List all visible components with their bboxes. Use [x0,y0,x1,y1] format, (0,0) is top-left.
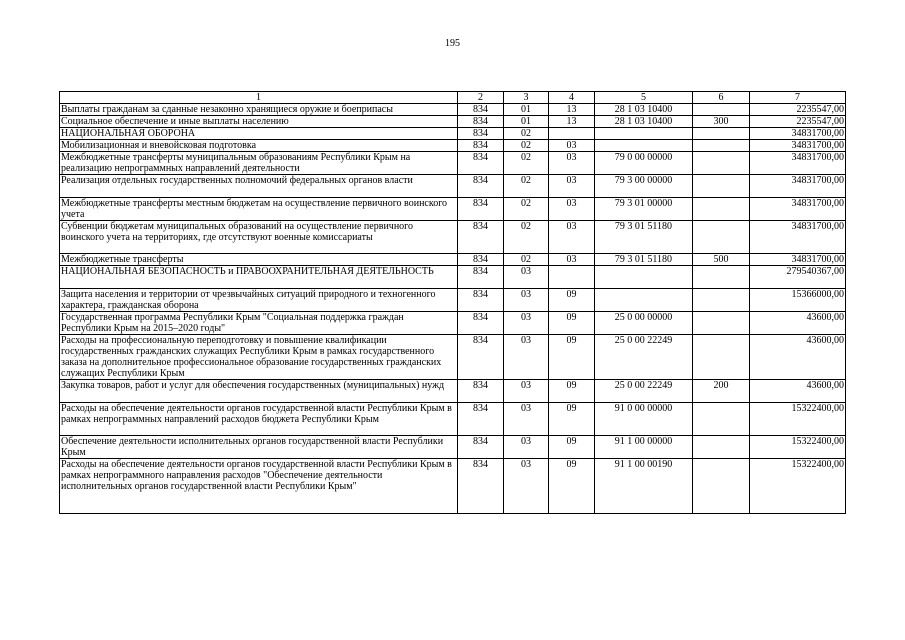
row-section-cell: 03 [504,312,549,335]
table-row [60,104,846,116]
table-row [60,266,846,289]
column-header: 7 [750,92,846,104]
row-amount-cell: 15322400,00 [750,436,846,459]
row-section-cell: 02 [504,175,549,198]
row-target-article-cell: 91 1 00 00190 [595,459,693,514]
row-subsection-cell: 03 [549,254,595,266]
row-section-cell: 03 [504,403,549,436]
row-name-cell: Обеспечение деятельности исполнительных органов государственной власти Республики Крым [60,436,458,459]
row-target-article-cell: 28 1 03 10400 [595,116,693,128]
row-name-cell: Мобилизационная и вневойсковая подготовка [60,140,458,152]
row-target-article-cell: 79 3 01 51180 [595,221,693,254]
row-name-cell: Закупка товаров, работ и услуг для обеспечения государственных (муниципальных) нужд [60,380,458,403]
row-section-cell: 03 [504,335,549,380]
row-subsection-cell: 09 [549,403,595,436]
column-header: 6 [693,92,750,104]
table-row [60,140,846,152]
row-expense-type-cell [693,436,750,459]
row-amount-cell: 34831700,00 [750,140,846,152]
row-expense-type-cell: 300 [693,116,750,128]
row-code-cell: 834 [458,221,504,254]
row-amount-cell: 34831700,00 [750,221,846,254]
row-target-article-cell: 91 0 00 00000 [595,403,693,436]
row-name-cell: Межбюджетные трансферты местным бюджетам на осуществление первичного воинского учета [60,198,458,221]
row-code-cell: 834 [458,254,504,266]
row-target-article-cell [595,289,693,312]
row-subsection-cell: 09 [549,312,595,335]
column-header: 3 [504,92,549,104]
row-code-cell: 834 [458,436,504,459]
row-subsection-cell: 09 [549,380,595,403]
row-code-cell: 834 [458,459,504,514]
table-row [60,335,846,380]
row-amount-cell: 2235547,00 [750,104,846,116]
row-section-cell: 03 [504,459,549,514]
row-code-cell: 834 [458,140,504,152]
row-amount-cell: 15322400,00 [750,459,846,514]
row-target-article-cell: 28 1 03 10400 [595,104,693,116]
row-section-cell: 01 [504,116,549,128]
row-subsection-cell [549,128,595,140]
row-subsection-cell: 13 [549,116,595,128]
column-header: 2 [458,92,504,104]
row-code-cell: 834 [458,128,504,140]
row-section-cell: 03 [504,266,549,289]
row-amount-cell: 279540367,00 [750,266,846,289]
page-number: 195 [445,38,460,49]
row-expense-type-cell [693,403,750,436]
row-code-cell: 834 [458,403,504,436]
row-section-cell: 02 [504,221,549,254]
row-code-cell: 834 [458,380,504,403]
row-section-cell: 03 [504,289,549,312]
row-expense-type-cell [693,221,750,254]
row-target-article-cell: 91 1 00 00000 [595,436,693,459]
row-amount-cell: 34831700,00 [750,254,846,266]
row-subsection-cell: 03 [549,198,595,221]
row-subsection-cell: 09 [549,335,595,380]
row-name-cell: Межбюджетные трансферты [60,254,458,266]
row-expense-type-cell: 200 [693,380,750,403]
row-amount-cell: 15366000,00 [750,289,846,312]
row-expense-type-cell [693,175,750,198]
row-expense-type-cell [693,289,750,312]
row-expense-type-cell [693,312,750,335]
row-name-cell: Защита населения и территории от чрезвычайных ситуаций природного и техногенного характера, гражданская оборона [60,289,458,312]
row-section-cell: 01 [504,104,549,116]
row-subsection-cell: 13 [549,104,595,116]
row-amount-cell: 34831700,00 [750,128,846,140]
header-row [60,92,846,104]
row-target-article-cell: 25 0 00 00000 [595,312,693,335]
row-amount-cell: 34831700,00 [750,198,846,221]
row-amount-cell: 43600,00 [750,380,846,403]
row-code-cell: 834 [458,198,504,221]
row-name-cell: Расходы на профессиональную переподготовку и повышение квалификации государственных гражданских служащих Республики Крым в рамках государственного заказа на дополнительное профессиональное образование государственных гражданских служащих Республики Крым [60,335,458,380]
row-target-article-cell: 79 3 01 00000 [595,198,693,221]
row-amount-cell: 15322400,00 [750,403,846,436]
row-name-cell: НАЦИОНАЛЬНАЯ БЕЗОПАСНОСТЬ и ПРАВООХРАНИТЕЛЬНАЯ ДЕЯТЕЛЬНОСТЬ [60,266,458,289]
column-header: 4 [549,92,595,104]
column-header: 1 [60,92,458,104]
row-code-cell: 834 [458,116,504,128]
row-expense-type-cell [693,266,750,289]
row-amount-cell: 43600,00 [750,312,846,335]
table-row [60,254,846,266]
row-name-cell: Субвенции бюджетам муниципальных образований на осуществление первичного воинского учета на территориях, где отсутствуют военные комиссариаты [60,221,458,254]
row-expense-type-cell [693,335,750,380]
budget-table [59,91,846,514]
row-name-cell: Расходы на обеспечение деятельности органов государственной власти Республики Крым в рамках непрограммных направлений расходов бюджета Республики Крым [60,403,458,436]
row-subsection-cell: 03 [549,221,595,254]
row-section-cell: 03 [504,380,549,403]
table-row [60,221,846,254]
table-row [60,403,846,436]
table-row [60,289,846,312]
row-amount-cell: 2235547,00 [750,116,846,128]
row-target-article-cell: 25 0 00 22249 [595,335,693,380]
row-expense-type-cell [693,198,750,221]
row-subsection-cell: 03 [549,140,595,152]
row-expense-type-cell [693,140,750,152]
row-subsection-cell: 09 [549,289,595,312]
row-section-cell: 02 [504,140,549,152]
row-subsection-cell: 09 [549,436,595,459]
row-subsection-cell: 03 [549,152,595,175]
table-row [60,152,846,175]
table-row [60,175,846,198]
row-section-cell: 02 [504,128,549,140]
row-target-article-cell [595,128,693,140]
row-name-cell: Межбюджетные трансферты муниципальным образованиям Республики Крым на реализацию непрограммных направлений деятельности [60,152,458,175]
row-section-cell: 02 [504,198,549,221]
row-amount-cell: 34831700,00 [750,152,846,175]
row-code-cell: 834 [458,335,504,380]
row-name-cell: Реализация отдельных государственных полномочий федеральных органов власти [60,175,458,198]
table-row [60,116,846,128]
row-code-cell: 834 [458,289,504,312]
row-expense-type-cell: 500 [693,254,750,266]
row-name-cell: Государственная программа Республики Крым "Социальная поддержка граждан Республики Крым на 2015–2020 годы" [60,312,458,335]
row-code-cell: 834 [458,175,504,198]
table-row [60,436,846,459]
row-name-cell: Социальное обеспечение и иные выплаты населению [60,116,458,128]
row-amount-cell: 43600,00 [750,335,846,380]
row-subsection-cell: 03 [549,175,595,198]
row-subsection-cell: 09 [549,459,595,514]
row-code-cell: 834 [458,152,504,175]
row-section-cell: 02 [504,152,549,175]
table-row [60,198,846,221]
row-target-article-cell [595,266,693,289]
row-target-article-cell [595,140,693,152]
row-expense-type-cell [693,104,750,116]
row-expense-type-cell [693,152,750,175]
row-expense-type-cell [693,128,750,140]
row-subsection-cell [549,266,595,289]
row-section-cell: 02 [504,254,549,266]
row-section-cell: 03 [504,436,549,459]
row-expense-type-cell [693,459,750,514]
table-row [60,128,846,140]
row-target-article-cell: 25 0 00 22249 [595,380,693,403]
row-name-cell: НАЦИОНАЛЬНАЯ ОБОРОНА [60,128,458,140]
row-target-article-cell: 79 3 01 51180 [595,254,693,266]
table-row [60,459,846,514]
row-amount-cell: 34831700,00 [750,175,846,198]
row-target-article-cell: 79 0 00 00000 [595,152,693,175]
table-row [60,380,846,403]
row-code-cell: 834 [458,104,504,116]
row-name-cell: Выплаты гражданам за сданные незаконно хранящиеся оружие и боеприпасы [60,104,458,116]
row-code-cell: 834 [458,266,504,289]
column-header: 5 [595,92,693,104]
row-name-cell: Расходы на обеспечение деятельности органов государственной власти Республики Крым в рамках непрограммного направления расходов "Обеспечение деятельности исполнительных органов государственной власти Республики Крым" [60,459,458,514]
table-row [60,312,846,335]
row-code-cell: 834 [458,312,504,335]
row-target-article-cell: 79 3 00 00000 [595,175,693,198]
